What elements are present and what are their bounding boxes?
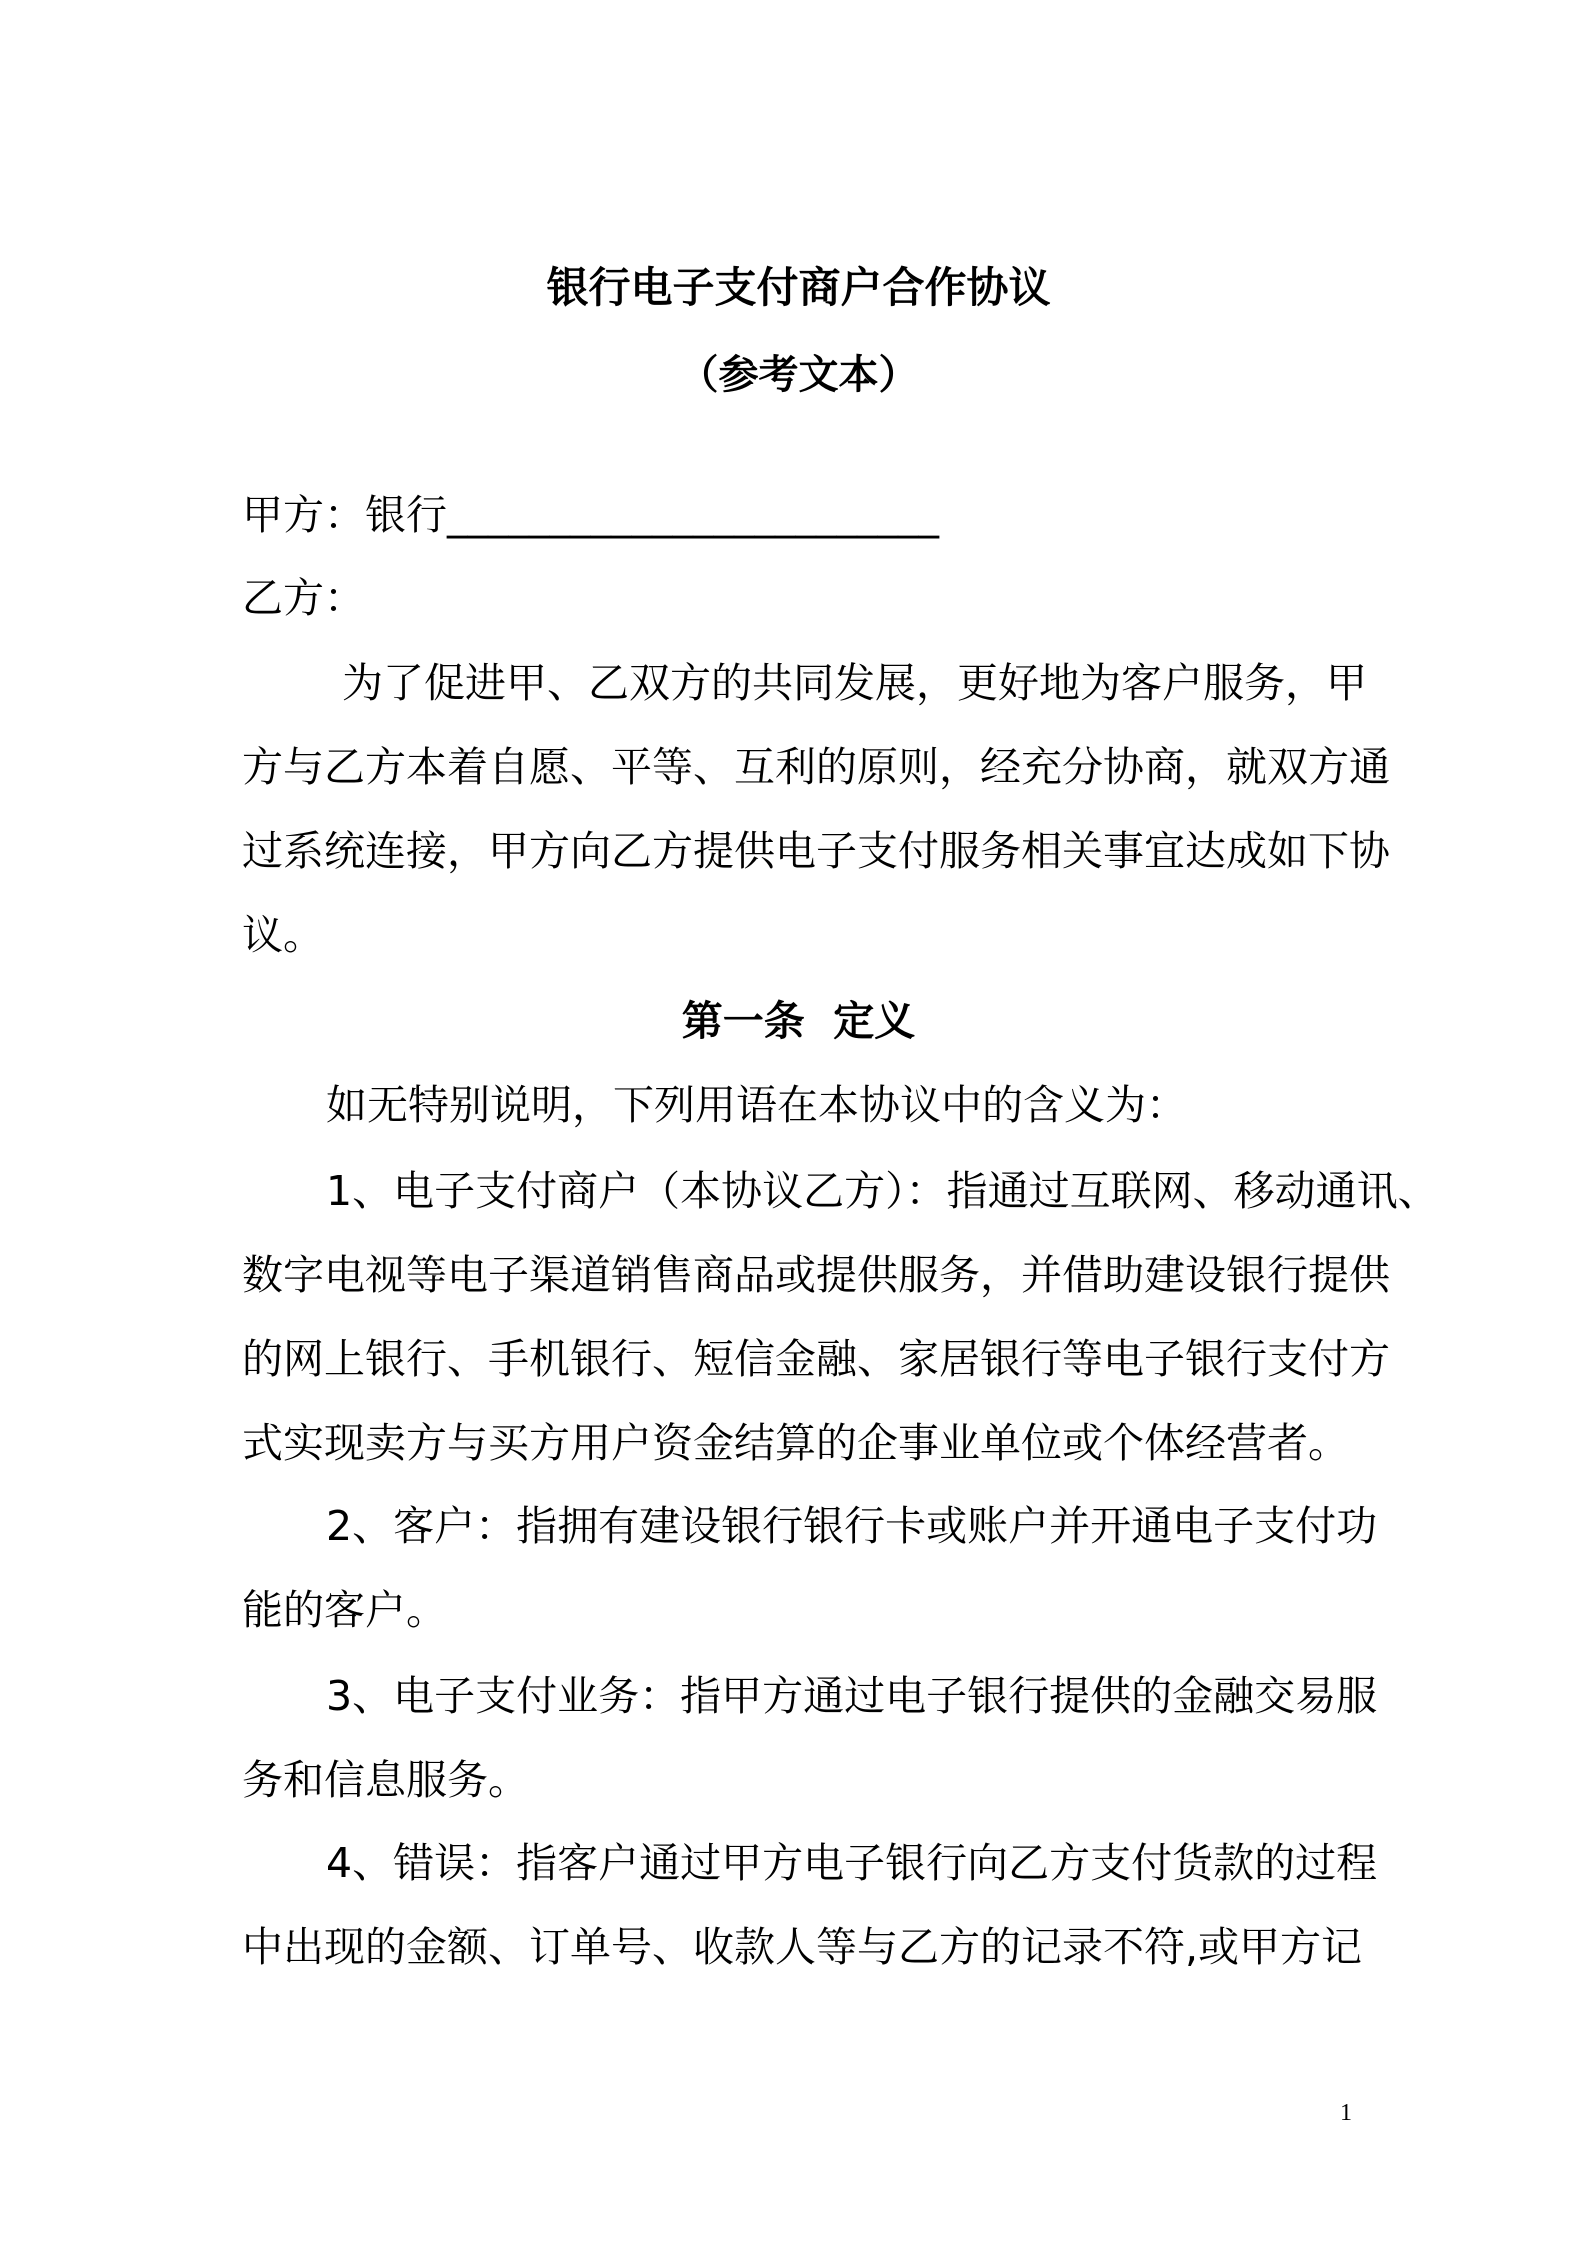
preamble-line: 为了促进甲、乙双方的共同发展，更好地为客户服务，甲 — [342, 659, 1367, 707]
definition-item-3-line: 务和信息服务。 — [242, 1756, 529, 1804]
party-b-line: 乙方： — [242, 574, 365, 622]
document-subtitle: （参考文本） — [678, 352, 919, 398]
definition-item-4-line: 4、错误：指客户通过甲方电子银行向乙方支付货款的过程 — [326, 1839, 1378, 1887]
preamble-line: 方与乙方本着自愿、平等、互利的原则，经充分协商，就双方通 — [242, 743, 1390, 791]
definition-item-2-line: 能的客户。 — [242, 1586, 447, 1634]
article-intro: 如无特别说明，下列用语在本协议中的含义为： — [326, 1081, 1187, 1129]
party-a-line: 甲方：银行________________________ — [242, 491, 939, 539]
definition-item-1-line: 1、电子支付商户（本协议乙方）：指通过互联网、移动通讯、 — [326, 1167, 1439, 1215]
definition-item-1-line: 数字电视等电子渠道销售商品或提供服务，并借助建设银行提供 — [242, 1251, 1390, 1299]
preamble-line: 过系统连接，甲方向乙方提供电子支付服务相关事宜达成如下协 — [242, 827, 1390, 875]
preamble-line: 议。 — [242, 911, 324, 959]
article-heading: 第一条 定义 — [681, 997, 916, 1045]
definition-item-3-line: 3、电子支付业务：指甲方通过电子银行提供的金融交易服 — [326, 1672, 1378, 1720]
definition-item-2-line: 2、客户：指拥有建设银行银行卡或账户并开通电子支付功 — [326, 1502, 1378, 1550]
document-title: 银行电子支付商户合作协议 — [546, 263, 1051, 312]
definition-item-1-line: 式实现卖方与买方用户资金结算的企事业单位或个体经营者。 — [242, 1419, 1349, 1467]
page-number: 1 — [1340, 2100, 1352, 2126]
definition-item-1-line: 的网上银行、手机银行、短信金融、家居银行等电子银行支付方 — [242, 1335, 1390, 1383]
definition-item-4-line: 中出现的金额、订单号、收款人等与乙方的记录不符,或甲方记 — [242, 1923, 1363, 1971]
